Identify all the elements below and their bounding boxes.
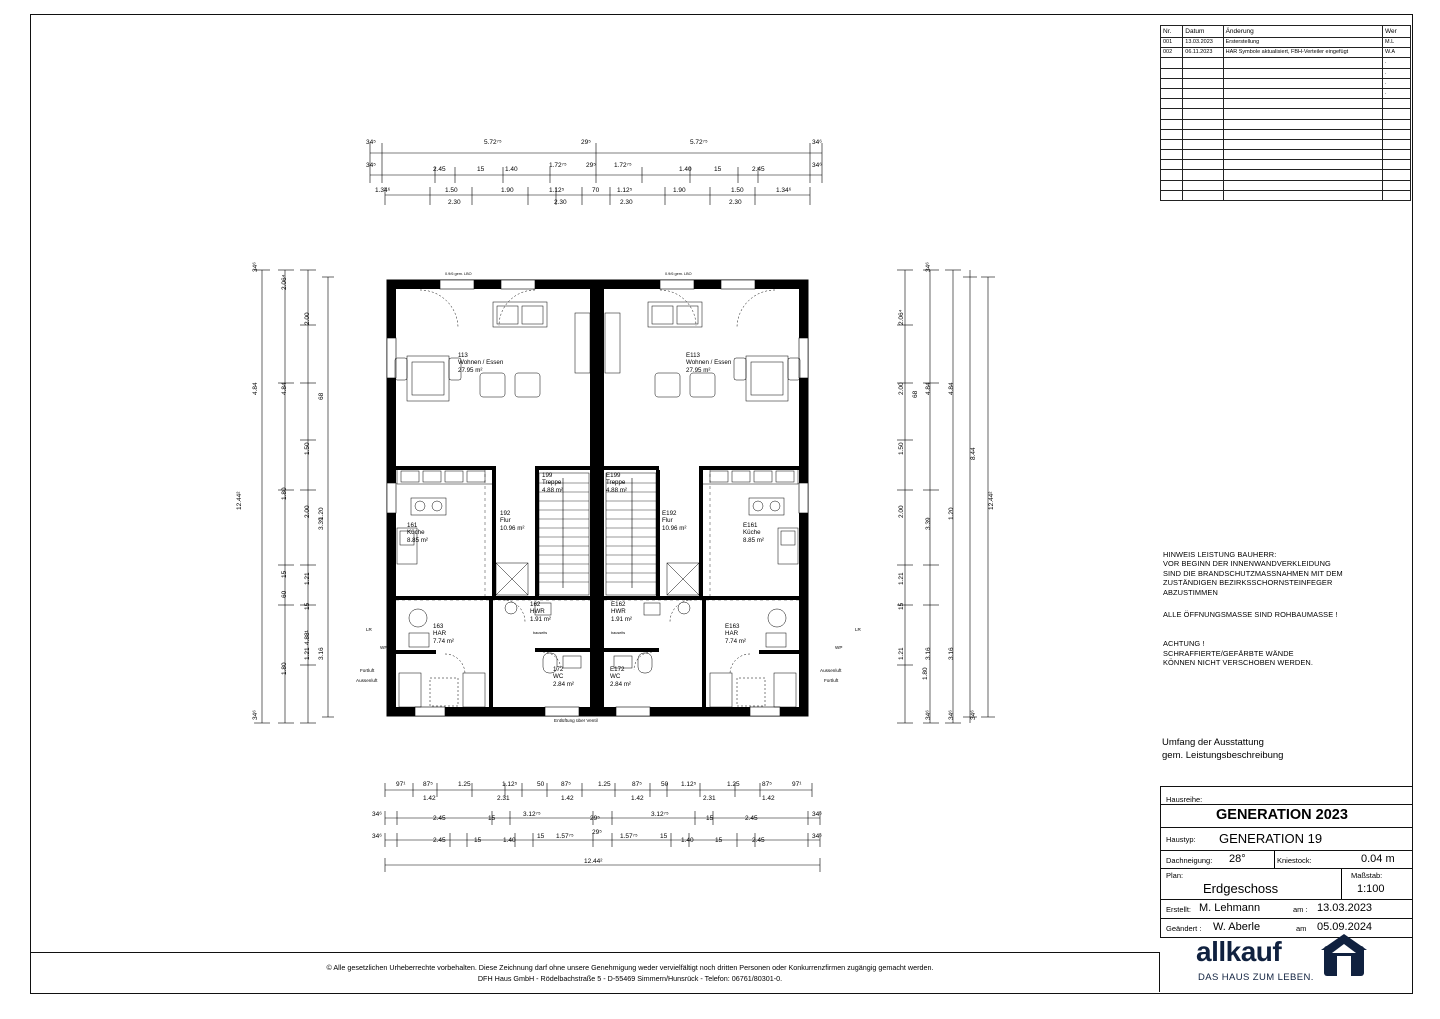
erstellt-am-label: am : [1293,905,1308,914]
dim-left2-2: 4.84 [281,382,288,395]
footer-line-1: © Alle gesetzlichen Urheberrechte vorbehalten. Diese Zeichnung darf ohne unsere Genehmigung weder vervielfältigt noch dritten Personen oder Konkurrenzfirmen zugängig gemacht werden. [326,963,934,972]
room-name: Küche [407,529,425,537]
room-area: 10.96 m² [500,524,525,532]
geaendert-am-value: 05.09.2024 [1317,921,1373,933]
room-id: 163 [433,623,444,630]
room-area: 2.84 m² [553,680,574,688]
revision-nr: 002 [1161,48,1183,58]
dim-top-1: 34⁵ [366,139,376,146]
logo-tagline: DAS HAUS ZUM LEBEN. [1198,972,1314,983]
hinweis-line: SIND DIE BRANDSCHUTZMASSNAHMEN MIT DEM [1163,568,1343,578]
footer-line-2: DFH Haus GmbH - Rödelbachstraße 5 - D-55469 Simmern/Hunsrück - Telefon: 06761/80301-0. [477,974,783,983]
dim-left2-1: 2.06⁴ [281,274,288,290]
haustyp-value: GENERATION 19 [1219,831,1323,846]
room-area: 10.96 m² [662,524,687,532]
room-name: HAR [433,630,447,638]
wp-label-left: WP [380,645,388,650]
dim-left4-2: 3.39 [318,517,325,530]
dim-top2-7: 1.72⁷⁵ [614,162,632,169]
dim-bot1-13: 97¹ [792,781,802,788]
allkauf-logo [1196,936,1411,988]
dim-bot1-8: 87⁵ [632,781,642,788]
dim-bot2-5: 29⁵ [590,815,600,822]
room-label-163 [433,623,454,645]
dim-bot2-1: 34⁶ [372,811,382,818]
dim-left4-1: 68 [318,392,325,400]
dim-bot1-1: 97¹ [396,781,406,788]
hinweis-line: ZUSTÄNDIGEN BEZIRKSSCHORNSTEINFEGER [1163,578,1333,588]
aussenluft-label-right: Aussenluft [820,668,842,673]
dim-bot2-6: 3.12⁷⁵ [651,811,669,818]
dim-top3-5: 70 [592,187,600,194]
table-row-empty [1161,160,1411,170]
dim-bot2-2: 2.45 [433,815,446,822]
dim-top2-1: 34⁵ [366,162,376,169]
dim-top3-4: 1.12⁵ [549,187,565,194]
room-id: 172 [553,666,564,673]
revision-datum: 06.11.2023 [1183,48,1223,58]
table-row-empty: . [1161,58,1411,68]
haustyp-label: Haustyp: [1166,835,1196,844]
table-row-empty [1161,109,1411,119]
dim-right-6: 1.21 [898,572,905,585]
dim-right2-6b: 34⁶ [948,710,955,720]
revision-datum: 13.03.2023 [1183,38,1223,48]
room-label-E163 [725,623,746,645]
room-id: E163 [725,623,740,630]
table-row [1161,48,1411,58]
dim-bot3-4: 1.40 [503,837,516,844]
dim-top2-8: 1.40 [679,166,692,173]
dim-bot2-7: 15 [706,815,714,822]
revision-wer: M.L [1382,38,1410,48]
hausreihe-value: GENERATION 2023 [1216,807,1348,823]
dim-top2-4: 1.40 [505,166,518,173]
dim-top3b-1: 2.30 [448,199,461,206]
dim-bot3-10: 1.40 [681,837,694,844]
dim-bot3-8: 1.57⁷⁵ [620,833,638,840]
dim-bot1b-1: 1.42 [423,795,436,802]
dim-top2-10: 2.45 [752,166,765,173]
dim-top3-9: 1.34⁶ [776,187,792,194]
floor-plan-drawing [385,278,810,718]
umfang-block [1162,736,1283,762]
dim-bot3-5: 15 [537,833,545,840]
lr-label-right: LR [855,627,861,632]
table-row-empty: . [1161,68,1411,78]
table-row-empty [1161,150,1411,160]
massstab-value: 1:100 [1357,883,1385,895]
dim-top2-2: 2.45 [433,166,446,173]
dim-left3-7: 4.88¹ [304,630,311,645]
table-row-empty [1161,180,1411,190]
dim-left3-2: 1.50 [304,442,311,455]
hausreihe-value-row [1161,805,1412,828]
dim-bot2-3: 15 [488,815,496,822]
dim-top3-8: 1.50 [731,187,744,194]
hausreihe-label: Hausreihe: [1166,795,1203,804]
plan-label: Plan: [1166,871,1184,880]
dim-left4-4: 3.16 [318,647,325,660]
dim-bot3-7: 29⁵ [592,829,602,836]
dim-right-844: 8.44 [970,447,977,460]
dim-bot1-3: 1.25 [458,781,471,788]
room-label-E113 [686,352,731,374]
dim-right2-6c: 34⁶ [970,710,977,720]
dim-left-1: 34⁶ [252,262,259,272]
dim-bot3-11: 15 [715,837,723,844]
room-label-162 [530,601,551,623]
room-label-161 [407,522,428,544]
dim-left2-5: 60 [281,590,288,598]
dim-right-8: 1.21 [898,647,905,660]
dim-left2-3: 1.80 [281,487,288,500]
dim-bot3-13: 34⁶ [812,833,822,840]
dim-top3-6: 1.12⁵ [617,187,633,194]
revision-wer: W.A [1382,48,1410,58]
dim-left3-1: 2.00 [304,312,311,325]
dim-bot1b-3: 1.42 [561,795,574,802]
dim-left-2: 4.84 [252,382,259,395]
dim-right2-2b: 4.84 [948,382,955,395]
room-id: 162 [530,601,541,608]
room-label-E199 [606,472,627,494]
room-area: 27.95 m² [686,366,711,374]
room-area: 7.74 m² [433,637,454,645]
top-dimension-chains [360,135,840,215]
room-id: E113 [686,352,700,359]
room-area: 27.95 m² [458,366,483,374]
dim-top2-6: 29⁵ [586,162,596,169]
aussenluft-label-left: Aussenluft [356,678,378,683]
dachneigung-label: Dachneigung: [1166,856,1213,865]
dim-left3-3: 2.00 [304,505,311,518]
hinweis-line: HINWEIS LEISTUNG BAUHERR: [1163,550,1277,559]
footer-divider-vertical [1159,952,1160,992]
dim-bot3-2: 2.45 [433,837,446,844]
dim-bot1-10: 1.12⁵ [681,781,697,788]
room-name: Wohnen / Essen [458,359,504,367]
dim-right2-3: 3.39 [925,517,932,530]
room-id: E162 [611,601,626,608]
room-id: E192 [662,510,677,517]
room-label-E161 [743,522,764,544]
table-row-empty [1161,190,1411,200]
house-icon [1320,934,1368,978]
dim-bottom-total: 12.44² [584,858,603,865]
room-name: Flur [662,517,673,525]
umfang-line2: gem. Leistungsbeschreibung [1162,750,1284,761]
revision-aenderung: HAR Symbole aktualisiert, FBH-Verteiler eingefügt [1223,48,1382,58]
hinweis-line: KÖNNEN NICHT VERSCHOBEN WERDEN. [1163,658,1313,668]
dachneigung-row [1161,851,1412,869]
window-note-right: 0.9/6 gem. LBO [665,272,692,276]
dim-top2-11: 34⁶ [812,162,822,169]
dim-right2-6: 34⁶ [925,710,932,720]
table-row-empty [1161,129,1411,139]
revision-table [1160,25,1411,201]
vent-note: Entlüftung über Ventil [554,718,598,723]
geaendert-label: Geändert : [1166,924,1202,933]
room-area: 2.84 m² [610,680,631,688]
plan-value: Erdgeschoss [1203,881,1279,896]
dim-bot1-12: 87⁵ [762,781,772,788]
dim-bot1-2: 87⁵ [423,781,433,788]
revision-nr: 001 [1161,38,1183,48]
dim-left-3: 34⁶ [252,710,259,720]
table-row-empty: . [1161,78,1411,88]
dim-left2-4: 15 [281,570,288,578]
room-name: Küche [743,529,761,537]
erstellt-am-value: 13.03.2023 [1317,902,1373,914]
revision-header-nr: Nr. [1161,26,1183,38]
plan-row [1161,869,1412,900]
revision-header-row [1161,26,1411,38]
footer-divider [31,952,1159,953]
dim-right2-4: 1.20 [948,507,955,520]
geaendert-am-label: am [1296,924,1307,933]
dim-right-68: 68 [912,390,919,398]
dim-top3b-3: 2.30 [620,199,633,206]
room-id: E161 [743,522,758,529]
dim-bot3-12: 2.45 [752,837,765,844]
dim-top-3: 29⁵ [581,139,591,146]
hinweis-line: VOR BEGINN DER INNENWANDVERKLEIDUNG [1163,559,1331,569]
room-name: Flur [500,517,511,525]
dim-top2-3: 15 [477,166,485,173]
dim-bot3-1: 34⁶ [372,833,382,840]
dim-top2-5: 1.72⁷⁵ [549,162,567,169]
hinweis-line: ACHTUNG ! [1163,639,1205,649]
dim-right-2: 2.00 [898,382,905,395]
dim-bot2-9: 34⁶ [812,811,822,818]
erstellt-row [1161,900,1412,919]
table-row-empty [1161,170,1411,180]
dim-bot3-3: 15 [474,837,482,844]
room-id: 199 [542,472,553,479]
dim-bot3-9: 15 [660,833,668,840]
revision-header-datum: Datum [1183,26,1223,38]
dim-bot1b-6: 1.42 [762,795,775,802]
dim-top3-2: 1.50 [445,187,458,194]
dim-right2-1: 34⁶ [925,262,932,272]
erstellt-label: Erstellt: [1166,905,1192,914]
dim-bot2-8: 2.45 [745,815,758,822]
left-dimension-chains [240,265,340,730]
dim-left3-6: 1.21 [304,647,311,660]
fortluft-label-right: Fortluft [824,678,839,683]
massstab-label: Maßstab: [1351,871,1383,880]
dim-right2-5: 3.16 [925,647,932,660]
revision-header-aenderung: Änderung [1223,26,1382,38]
dim-bot3-6: 1.57⁷⁵ [556,833,574,840]
copyright-footer [250,962,1010,984]
room-name: WC [610,673,621,681]
kniestock-value: 0.04 m [1361,853,1395,865]
dim-top3b-4: 2.30 [729,199,742,206]
dim-left3-5: 15 [304,602,311,610]
dachneigung-value: 28° [1229,853,1246,865]
dim-bot1-11: 1.25 [727,781,740,788]
dim-bot2-4: 3.12⁷⁵ [523,811,541,818]
room-name: Wohnen / Essen [686,359,732,367]
room-id: E172 [610,666,625,673]
room-area: 8.85 m² [407,536,428,544]
room-label-199 [542,472,563,494]
hinweis-line: SCHRAFFIERTE/GEFÄRBTE WÄNDE [1163,648,1294,658]
lr-label-left: LR [366,627,372,632]
table-row [1161,38,1411,48]
table-row-empty [1161,99,1411,109]
room-id: 113 [458,352,468,359]
dim-left3-4: 1.21 [304,572,311,585]
title-block [1160,786,1413,938]
dim-left-total: 12.44² [236,491,243,510]
window-note-left: 0.9/6 gem. LBO [445,272,472,276]
dim-bot1b-5: 2.31 [703,795,716,802]
dim-bot1-9: 50 [661,781,669,788]
room-name: Treppe [606,479,626,487]
room-area: 8.85 m² [743,536,764,544]
dim-top3b-2: 2.30 [554,199,567,206]
revision-header-wer: Wer [1382,26,1410,38]
dim-bot1-7: 1.25 [598,781,611,788]
room-name: HAR [725,630,739,638]
dim-right-9: 1.80 [922,667,929,680]
room-name: HWR [611,608,626,616]
dim-right2-5b: 3.16 [948,647,955,660]
haustyp-row [1161,828,1412,851]
dim-top3-3: 1.90 [501,187,514,194]
room-id: E199 [606,472,621,479]
room-area: 1.91 m² [611,615,632,623]
fortluft-label-left: Fortluft [360,668,375,673]
hausreihe-label-row [1161,787,1412,805]
hinweis-line: ABZUSTIMMEN [1163,587,1218,597]
bauseits-note-right: bauseits [611,631,626,635]
hinweis-text-block [1163,550,1343,668]
dim-top-4: 5.72⁷⁵ [690,139,708,146]
room-area: 4.88 m² [606,486,627,494]
table-row-empty: . [1161,88,1411,98]
geaendert-value: W. Aberle [1213,921,1261,933]
dim-top2-9: 15 [714,166,722,173]
table-row-empty [1161,139,1411,149]
dim-right-4: 2.00 [898,505,905,518]
revision-aenderung: Ersterstellung [1223,38,1382,48]
room-label-192 [500,510,524,532]
room-label-E162 [611,601,632,623]
dim-bot1b-2: 2.31 [497,795,510,802]
kniestock-label: Kniestock: [1277,856,1312,865]
dim-right-3: 1.50 [898,442,905,455]
room-area: 1.91 m² [530,615,551,623]
room-name: WC [553,673,564,681]
dim-bot1-5: 50 [537,781,545,788]
logo-wordmark: allkauf [1196,936,1282,967]
dim-top3-1: 1.34⁶ [375,187,391,194]
right-dimension-chains [885,265,1000,730]
room-label-E172 [610,666,631,688]
dim-bot1b-4: 1.42 [631,795,644,802]
room-name: Treppe [542,479,562,487]
room-label-172 [553,666,574,688]
dim-right-1: 2.06⁴ [898,309,905,325]
dim-bot1-4: 1.12⁵ [502,781,518,788]
dim-right2-2: 4.84 [925,382,932,395]
umfang-line1: Umfang der Ausstattung [1162,737,1264,748]
floor-plan [385,272,810,723]
erstellt-value: M. Lehmann [1199,902,1261,914]
room-label-113 [458,352,503,374]
dim-left4-3: 1.20 [318,507,325,520]
table-row-empty [1161,119,1411,129]
room-id: 161 [407,522,418,529]
hinweis-line: ALLE ÖFFNUNGSMASSE SIND ROHBAUMASSE ! [1163,610,1338,620]
room-area: 7.74 m² [725,637,746,645]
dim-bot1-6: 87⁵ [561,781,571,788]
room-area: 4.88 m² [542,486,563,494]
dim-top3-7: 1.90 [673,187,686,194]
room-label-E192 [662,510,686,532]
room-name: HWR [530,608,545,616]
wp-label-right: WP [835,645,843,650]
dim-top-5: 34⁶ [812,139,822,146]
dim-right-total: 12.44² [988,491,995,510]
dim-right-7: 15 [898,602,905,610]
dim-left2-6: 1.80 [281,662,288,675]
dim-top-2: 5.72⁷⁵ [484,139,502,146]
bauseits-note-left: bauseits [533,631,548,635]
room-id: 192 [500,510,511,517]
